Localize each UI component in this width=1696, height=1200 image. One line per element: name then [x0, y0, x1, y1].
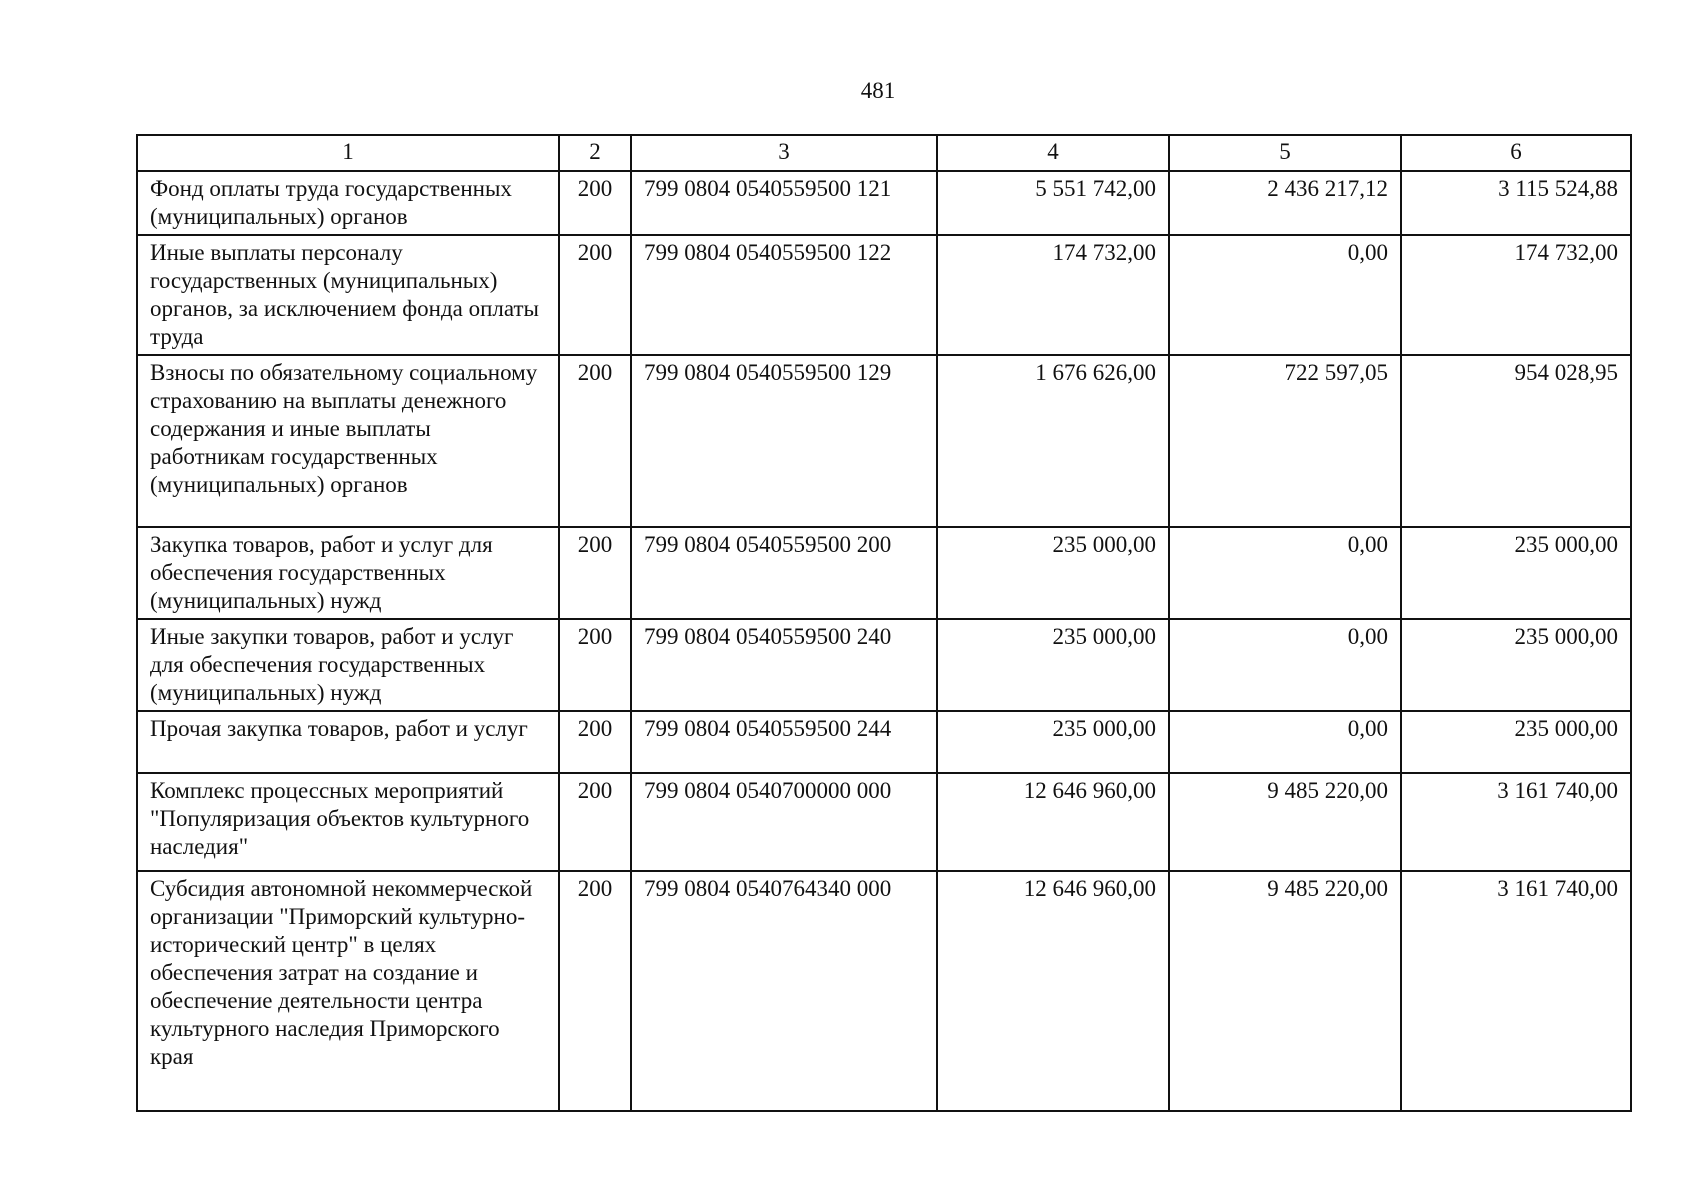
column-header-1: 1	[137, 135, 559, 171]
row-value-4: 235 000,00	[937, 619, 1169, 711]
row-budget-code: 799 0804 0540559500 121	[631, 171, 937, 235]
row-value-4: 5 551 742,00	[937, 171, 1169, 235]
table-row	[137, 235, 1631, 355]
row-value-5: 0,00	[1169, 711, 1401, 773]
row-value-5: 0,00	[1169, 235, 1401, 355]
row-value-5: 9 485 220,00	[1169, 871, 1401, 1111]
table-row	[137, 527, 1631, 619]
column-header-6: 6	[1401, 135, 1631, 171]
row-value-4: 174 732,00	[937, 235, 1169, 355]
table-row	[137, 773, 1631, 871]
row-value-4: 1 676 626,00	[937, 355, 1169, 527]
table-row	[137, 871, 1631, 1111]
row-value-5: 0,00	[1169, 619, 1401, 711]
row-value-5: 9 485 220,00	[1169, 773, 1401, 871]
row-value-6: 235 000,00	[1401, 527, 1631, 619]
row-value-6: 3 115 524,88	[1401, 171, 1631, 235]
row-name: Прочая закупка товаров, работ и услуг	[137, 711, 559, 773]
row-name: Иные выплаты персоналу государственных (муниципальных) органов, за исключением фонда оплаты труда	[137, 235, 559, 355]
row-value-5: 0,00	[1169, 527, 1401, 619]
row-value-6: 3 161 740,00	[1401, 871, 1631, 1111]
row-name: Взносы по обязательному социальному страхованию на выплаты денежного содержания и иные выплаты работникам государственных (муниципальных) органов	[137, 355, 559, 527]
column-header-2: 2	[559, 135, 631, 171]
row-value-6: 954 028,95	[1401, 355, 1631, 527]
row-code-2: 200	[559, 171, 631, 235]
row-budget-code: 799 0804 0540559500 129	[631, 355, 937, 527]
row-code-2: 200	[559, 773, 631, 871]
table-row	[137, 171, 1631, 235]
table-row	[137, 619, 1631, 711]
row-code-2: 200	[559, 619, 631, 711]
budget-table	[136, 134, 1632, 1112]
row-budget-code: 799 0804 0540559500 244	[631, 711, 937, 773]
row-budget-code: 799 0804 0540559500 240	[631, 619, 937, 711]
page-number: 481	[860, 78, 896, 103]
row-code-2: 200	[559, 527, 631, 619]
row-value-6: 174 732,00	[1401, 235, 1631, 355]
column-header-4: 4	[937, 135, 1169, 171]
row-value-6: 235 000,00	[1401, 711, 1631, 773]
row-name: Фонд оплаты труда государственных (муниципальных) органов	[137, 171, 559, 235]
row-name: Иные закупки товаров, работ и услуг для обеспечения государственных (муниципальных) нужд	[137, 619, 559, 711]
row-name: Комплекс процессных мероприятий "Популяризация объектов культурного наследия"	[137, 773, 559, 871]
row-value-4: 235 000,00	[937, 711, 1169, 773]
row-budget-code: 799 0804 0540559500 122	[631, 235, 937, 355]
row-value-4: 235 000,00	[937, 527, 1169, 619]
row-name: Закупка товаров, работ и услуг для обеспечения государственных (муниципальных) нужд	[137, 527, 559, 619]
table-header-row	[137, 135, 1631, 171]
row-value-5: 722 597,05	[1169, 355, 1401, 527]
table-row	[137, 711, 1631, 773]
row-value-4: 12 646 960,00	[937, 773, 1169, 871]
column-header-5: 5	[1169, 135, 1401, 171]
row-budget-code: 799 0804 0540764340 000	[631, 871, 937, 1111]
row-value-6: 3 161 740,00	[1401, 773, 1631, 871]
table-row	[137, 355, 1631, 527]
row-budget-code: 799 0804 0540700000 000	[631, 773, 937, 871]
row-value-4: 12 646 960,00	[937, 871, 1169, 1111]
row-code-2: 200	[559, 235, 631, 355]
row-value-5: 2 436 217,12	[1169, 171, 1401, 235]
row-value-6: 235 000,00	[1401, 619, 1631, 711]
row-budget-code: 799 0804 0540559500 200	[631, 527, 937, 619]
row-code-2: 200	[559, 355, 631, 527]
row-code-2: 200	[559, 871, 631, 1111]
column-header-3: 3	[631, 135, 937, 171]
row-code-2: 200	[559, 711, 631, 773]
row-name: Субсидия автономной некоммерческой организации "Приморский культурно-исторический центр" в целях обеспечения затрат на создание и обеспечение деятельности центра культурного наследия Приморского края	[137, 871, 559, 1111]
